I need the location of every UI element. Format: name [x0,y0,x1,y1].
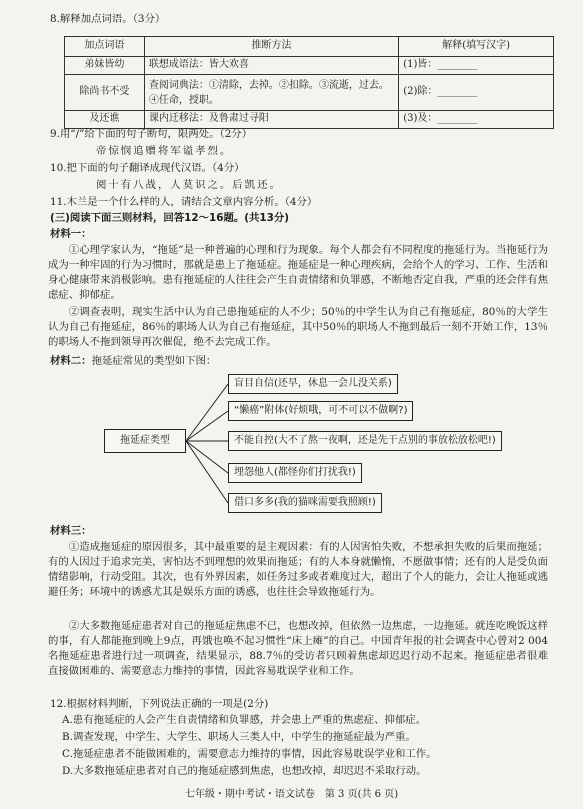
connector-line [186,441,228,473]
connector-line [186,441,228,503]
material3-paragraph-1: ①造成拖延症的原因很多，其中最重要的是主观因素：有的人因害怕失败，不想承担失败的后果而拖延；有的人因过于追求完美，害怕达不到理想的效果而拖延；有的人本身就懒惰，不愿做事情；还有的人是受负面情绪影响，行动受阻。其次，也有外界因素，如任务过多或者难度过大，超出了个人的能力，会让人拖延或逃避任务；环境中的诱惑尤其是娱乐方面的诱惑，也往往会导致拖延行为。 [48,541,548,599]
material2-intro: 拖延症常见的类型如下图： [91,355,217,367]
material3-label: 材料三： [50,525,92,537]
row-answer: (2)除：________ [399,75,554,111]
header-answer: 解释(填写汉字) [399,37,554,57]
material1-paragraph-1: ①心理学家认为，“拖延”是一种普遍的心理和行为现象。每个人都会有不同程度的拖延行为。当拖延行为成为一种牢固的行为习惯时，那就是患上了拖延症。拖延症是一种心理疾病，会给个人的学习、工作、生活和身心健康带来消极影响。患有拖延症的人往往会产生自责情绪和负罪感，不断地否定自我，严重的还会伴有焦虑症、抑郁症。 [48,244,548,302]
q11-title: 11.木兰是一个什么样的人，请结合文章内容分析。（4分） [50,196,318,208]
diagram-type-node: 不能自控(大不了熬一夜啊，还是先干点别的事放松放松吧!) [228,431,502,451]
q12-title: 12.根据材料判断，下列说法正确的一项是(2分) [50,698,269,710]
header-word: 加点词语 [65,37,145,57]
row-method: 课内迁移法：及鲁肃过寻阳 [144,111,398,129]
row-answer: (1)皆：________ [399,57,554,75]
row-word: 弟妹皆幼 [65,57,145,75]
option-b: B.调查发现，中学生、大学生、职场人三类人中，中学生的拖延症最为严重。 [62,731,416,743]
row-word: 及还谯 [65,111,145,129]
page-footer: 七年级・期中考试・语文试卷 第 3 页(共 6 页) [184,789,399,800]
material1-label: 材料一： [50,228,92,240]
q8-title: 8.解释加点词语。（3分） [50,13,166,25]
q10-title: 10.把下面的句子翻译成现代汉语。（4分） [50,162,245,174]
option-c: C.拖延症患者不能做困难的，需要意志力维持的事情，因此容易耽误学业和工作。 [62,748,437,760]
diagram-type-node: 盲目自信(还早，休息一会儿没关系) [228,374,398,394]
row-word: 除尚书不受 [65,75,145,111]
row-method: 查阅词典法：①清除，去掉。②扣除。③流逝，过去。④任命，授职。 [144,75,398,111]
diagram-center-node: 拖延症类型 [104,429,186,453]
option-d: D.大多数拖延症患者对自己的拖延症感到焦虑，也想改掉，却迟迟不采取行动。 [62,765,427,777]
connector-line [186,384,228,441]
diagram-type-node: 埋怨他人(都怪你们打扰我!) [228,463,362,483]
q9-sentence: 帝惊悯追赠将军谥孝烈。 [96,145,233,157]
q9-title: 9.用“/”给下面的句子断句，限两处。（2分） [50,128,253,140]
material3-paragraph-2: ②大多数拖延症患者对自己的拖延症焦虑不已，也想改掉，但依然一边焦虑，一边拖延。就连吃晚饭这样的事，有人都能拖到晚上9点，再饿也唤不起习惯性“床上瘫”的自己。中国青年报的社会调查中心曾对2 004名拖延症患者进行过一项调查，结果显示，88.7％的受访者只顾着焦虑却迟迟行动不起来。拖延症患者很难直接做困难的、需要意志力维持的事情，因此容易耽误学业和工作。 [48,620,548,678]
material2-label: 材料二： [50,355,92,367]
section-title: (三)阅读下面三则材料，回答12～16题。(共13分) [50,212,290,224]
q10-sentence: 阅十有八战，人莫识之。后凯还。 [96,179,282,191]
header-method: 推断方法 [144,37,398,57]
diagram-type-node: “懒癌”附体(好烦哦，可不可以不做啊?) [228,401,413,421]
diagram-type-node: 借口多多(我的猫咪需要我照顾!) [228,493,382,513]
material1-paragraph-2: ②调查表明，现实生活中认为自己患拖延症的人不少；50％的中学生认为自己有拖延症，80％的大学生认为自己有拖延症，86％的职场人认为自己有拖延症，其中50％的职场人不拖到最后一刻不开始工作，13％的职场人不拖到领导再次催促，绝不去完成工作。 [48,306,548,349]
connector-line [186,411,228,441]
row-method: 联想成语法：皆大欢喜 [144,57,398,75]
row-answer: (3)及：________ [399,111,554,129]
option-a: A.患有拖延症的人会产生自责情绪和负罪感，并会患上严重的焦虑症、抑郁症。 [62,714,427,726]
